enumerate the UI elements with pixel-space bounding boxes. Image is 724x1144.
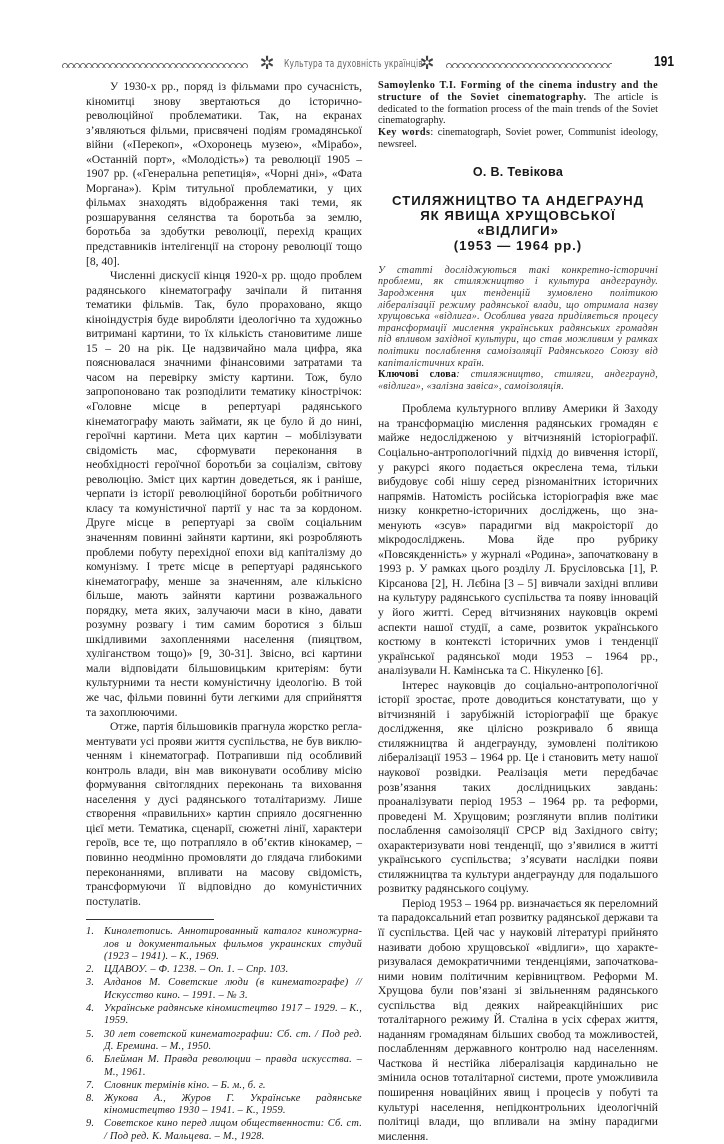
- left-column: [86, 80, 362, 1144]
- reference-number: 7.: [86, 1079, 95, 1091]
- title-line: ЯК ЯВИЩА ХРУЩОВСЬКОЇ «ВІДЛИГИ»: [420, 207, 616, 238]
- reference-number: 4.: [86, 1002, 95, 1014]
- wave-ornament-right-icon: [446, 60, 612, 68]
- article-abstract: У статті досліджуються такі конкретно-історичні проблеми, як стиляжництво і культура андеграунду. Зародження цих тенденцій зумовлено політикою лібералізації режиму радянської влади, що отримала назву хрущовська «відлига». Особлива увага приділяється процесу трансформації мислення українських радянських громадян під впливом західної культури, що став можливим у рамках політики послаблення самоізоляції Радянського Союзу від капіталістичних країн.: [378, 264, 658, 369]
- wave-ornament-left-icon: [62, 60, 248, 68]
- article-title: [378, 193, 658, 253]
- body-paragraph: Період 1953 – 1964 рр. визначається як переломний та парадоксальний етап розвитку радянської держави та її суспільства. Цей час у науковій літературі прийнято називати добою хрущовської «відлиги», що характеризувалася демократичними тенденціями, започаткованими новим політичним керівництвом. Реформи М. Хрущова були пов’язані зі звільненням радянського суспільства від деяких найреакційніших рис тоталітарного режиму Й. Сталіна в усіх сферах життя, наданням громадянам більших свобод та можливостей, послабленням державного контролю над населенням. Часткова й нестійка лібералізація кардинально не змінила основ тоталітарної системи, проте уможливила поширення новаційних явищ і процесів у побуті та культурі населення, непідконтрольних ідеологічній політиці влади, що впливали на зміну парадигми мислення.: [378, 896, 658, 1143]
- body-paragraph: Численні дискусії кінця 1920-х рр. щодо проблем радянського кінематографу зачіпали й питання тематики фільмів. Так, було прораховано, якщо кіноіндустрія буде виробляти ідеологічно та художньо витримані картини, то їх кількість становитиме лише 15 – 20 на рік. Це надзвичайно мала цифра, яка пояснювалася значними фінансовими затратами та часом на перевірку змісту картини. Тож, було запропоновано так розподілити тематику кінострічок: «Головне місце в репертуарі радянського кінематографу мають займати, як це було й до нині, героїчні картини. Мета цих картин – мобілізувати свідомість мас, сформувати переконання в необхідності героїчної боротьби за соціалізм, світову революцію. Зміст цих картин доведеться, як і раніше, черпати із історії революційної боротьби робітничого класу та комуністичної партії у нас та за кордоном. Друге місце в репертуарі за своїм соціальним значенням повинні зайняти картини, які розробляють проблеми побуту перехідної епохи від капіталізму до комунізму. І третє місце в репертуарі радянського кінематографу, менше за значенням, але кількісно більше, мають зайняти картини розважального порядку, мета яких, залучаючи маси в кіно, давати розумну розвагу і тим самим боротися з більш шкідливими захопленнями населення (пияцтвом, хуліганством тощо)» [9, 30-31]. Звісно, всі картини мали відповідати більшовицьким критеріям: бути культурними та нести комуністичну ідеологію. В той же час, фільми повинні бути легкими для сприйняття та захоплюючими.: [86, 269, 362, 719]
- reference-item: [86, 1080, 362, 1093]
- reference-number: 8.: [86, 1092, 95, 1104]
- body-paragraph: Проблема культурного впливу Америки й Заходу на трансформацію мислення радянських громадян є майже недослідженою у вітчизняній історіографії. Соціально-антропологічний підхід до вивчення історії, у ракурсі якого подається окреслена тема, тільки вибудовує собі нішу серед різноманітних історичних напрямів. Натомість російська історіографія вже має низку конкретно-історичних досліджень, що знаменують «зсув» парадигми від макроісторії до мікродосліджень. Мова йде про рубрику «Повсякденність» у журналі «Родина», започатковану в 1993 р. У рамках цього розділу Л. Брусіловська [1], Р. Кірсанова [2], Н. Лєбіна [3 – 5] вивчали західні впливи на культуру радянського суспільства та появу інновацій у його житті. Серед вітчизняних науковців окремі аспекти нашої студії, а саме, розвиток українського костюму в контексті історичних умов і тенденції української радянської моди 1953 – 1964 рр., аналізували Н. Камінська та С. Нікуленко [6].: [378, 402, 658, 678]
- previous-article-keywords: [378, 127, 658, 151]
- reference-text: Алданов М. Советские люди (в кинематографе) // Искусство кино. – 1991. – № 3.: [104, 977, 362, 1001]
- reference-text: Українське радянське кіномистецтво 1917 – 1929. – К., 1959.: [104, 1002, 362, 1027]
- journal-name: Культура та духовність українців: [284, 58, 423, 70]
- reference-number: 3.: [86, 977, 95, 989]
- reference-item: [86, 926, 362, 964]
- previous-article-abstract: [378, 80, 658, 127]
- title-line: (1953 — 1964 рр.): [453, 237, 583, 253]
- reference-number: 9.: [86, 1118, 95, 1130]
- article-author: О. В. Тевікова: [472, 164, 564, 179]
- title-line: СТИЛЯЖНИЦТВО ТА АНДЕГРАУНД: [391, 192, 645, 208]
- reference-text: ЦДАВОУ. – Ф. 1238. – Оп. 1. – Спр. 103.: [104, 964, 289, 976]
- reference-item: [86, 977, 362, 1002]
- keywords-text: : cinematograph, Soviet power, Communist ideology, newsreel.: [378, 127, 658, 150]
- article-keywords: [378, 369, 658, 392]
- reference-item: [86, 964, 362, 977]
- reference-item: [86, 1003, 362, 1028]
- footnote-separator: [86, 919, 214, 920]
- reference-number: 2.: [86, 964, 95, 976]
- flower-ornament-icon: ✲: [419, 53, 435, 74]
- reference-text: Словник термінів кіно. – Б. м., б. г.: [104, 1079, 266, 1091]
- flower-ornament-icon: ✲: [259, 53, 275, 74]
- keywords-label: Key words: [378, 127, 431, 139]
- reference-item: [86, 1054, 362, 1079]
- reference-text: Жукова А., Журов Г. Українське радянське кіномистецтво 1930 – 1941. – К., 1959.: [104, 1092, 362, 1117]
- body-paragraph: Отже, партія більшовиків прагнула жорстко регламентувати усі прояви життя суспільства, не був виключенням і кінематограф. Потрапивши під особливий контроль влади, він мав виконувати особливу місію формування світоглядних переконань та виховання населення у дусі радянського тоталітаризму. Лише створення «правильних» картин сприяло досягненню цієї мети. Тематика, сценарії, сюжетні лінії, характери героїв, все те, що потрапляло в об’єктив кінокамер, – повинно неодмінно промовляти до глядача глибокими переконаннями, впливати на масову свідомість, трансформуючи її відповідно до комуністичних постулатів.: [86, 720, 362, 908]
- reference-item: [86, 1029, 362, 1054]
- body-paragraph: У 1930-х рр., поряд із фільмами про сучасність, кіномитці знову звертаються до історично-революційної проблематики. Так, на екранах з’являються фільми, присвячені подіям громадянської війни («Перекоп», «Охоронець музею», «Мірабо», «Останній порт», «Молодість») та революції 1905 – 1907 рр. («Генеральна репетиція», «Чорні дні», «Фата Моргана»). Крім титульної проблематики, у цих фільмах знаходять відображення такі теми, як розшарування селянства та боротьба за землю, боротьба за здобутки революції, перехід кращих представників інтелігенції на сторону революції тощо [8, 40].: [86, 80, 362, 268]
- reference-list: [86, 926, 362, 1143]
- reference-text: Советское кино перед лицом общественности: Сб. ст. / Под ред. К. Мальцева. – М., 1928.: [104, 1118, 362, 1142]
- article-body: [378, 402, 658, 1144]
- keywords-text: : стиляжництво, стиляги, андеграунд, «відлига», «залізна завіса», самоізоляція.: [378, 369, 659, 392]
- running-header: [62, 55, 674, 73]
- page-number: 191: [653, 53, 674, 70]
- reference-number: 5.: [86, 1028, 95, 1040]
- previous-article-title: Samoylenko T.I. Forming of the cinema industry and the structure of the Soviet cinematography.: [378, 80, 658, 103]
- reference-number: 6.: [86, 1054, 95, 1066]
- body-paragraph: Інтерес науковців до соціально-антропологічної історії зростає, проте доводиться констатувати, що у вітчизняній і зарубіжній історіографії ще бракує дослідження, яке цілісно розкривало б явища стиляжництва й андеграунду, зумовлені політикою лібералізації 1953 – 1964 рр. Це і становить мету нашої наукової розвідки. Реалізація мети передбачає розв’язання таких дослідницьких завдань: проаналізувати період 1953 – 1964 рр. та реформи, проведені М. Хрущовим; розглянути вплив політики послаблення самоізоляції СРСР від Західного світу; охарактеризувати нові тенденції, що з’явилися в житті українського суспільства; з’ясувати наслідки появи стиляжництва та культури андеграунду для подальшого розвитку радянського соціуму.: [378, 678, 658, 896]
- reference-number: 1.: [86, 926, 95, 938]
- right-column: [378, 80, 658, 1144]
- previous-article-summary: The article is dedicated to the formation process of the main trends of the Soviet cinematography.: [378, 91, 658, 127]
- reference-item: [86, 1118, 362, 1143]
- reference-item: [86, 1093, 362, 1118]
- reference-text: Блейман М. Правда революции – правда искусства. – М., 1961.: [104, 1054, 362, 1078]
- keywords-label: Ключові слова: [378, 369, 457, 381]
- reference-text: 30 лет советской кинематографии: Сб. ст. / Под ред. Д. Еремина. – М., 1950.: [104, 1028, 362, 1053]
- reference-text: Кинолетопись. Аннотированный каталог киножурналов и документальных фильмов украинских студий (1923 – 1941). – К., 1969.: [104, 926, 362, 963]
